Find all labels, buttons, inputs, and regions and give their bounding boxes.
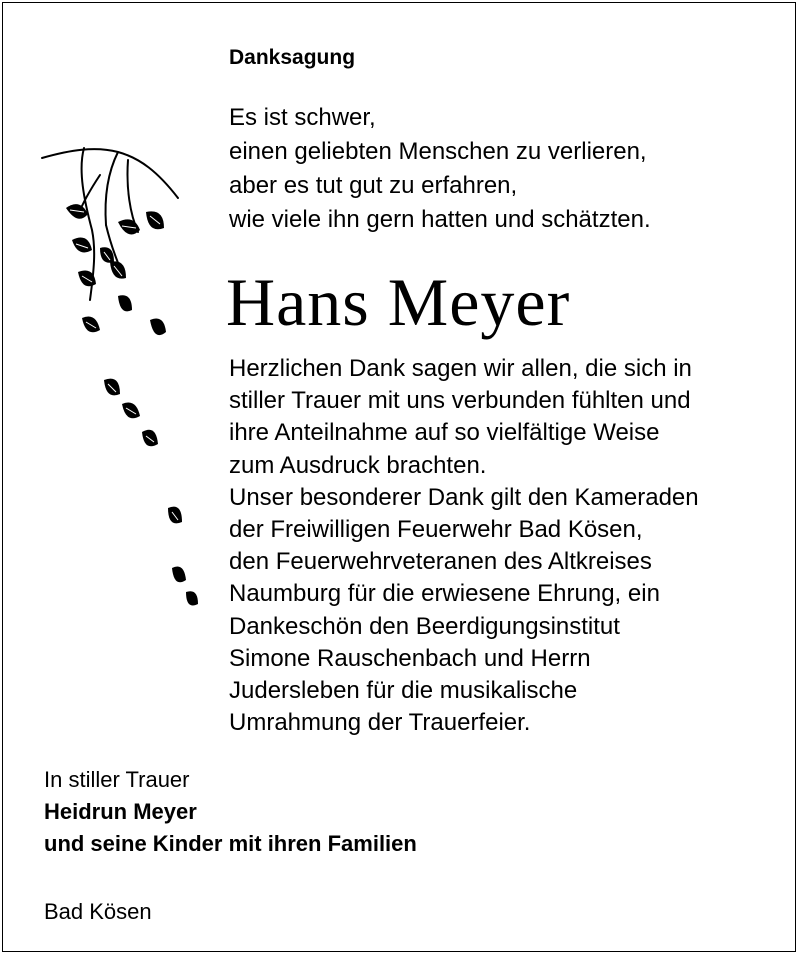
body-line: stiller Trauer mit uns verbunden fühlten und [229,387,691,415]
body-line: Umrahmung der Trauerfeier. [229,709,531,737]
notice-heading: Danksagung [229,46,356,69]
signoff [44,764,417,860]
signoff-family: und seine Kinder mit ihren Familien [44,831,417,856]
body-line: ihre Anteilnahme auf so vielfältige Weise [229,419,660,447]
body-line: Judersleben für die musikalische [229,677,578,705]
body-line: Dankeschön den Beerdigungsinstitut [229,612,620,640]
body-line: Unser besonderer Dank gilt den Kameraden [229,483,699,511]
body-line: Naumburg für die erwiesene Ehrung, ein [229,580,660,608]
birch-branch-leaves-icon [0,0,240,640]
place-name: Bad Kösen [44,899,152,924]
deceased-name: Hans Meyer [226,264,571,340]
body-line: zum Ausdruck brachten. [229,451,487,479]
signoff-intro: In stiller Trauer [44,767,190,792]
body-line: der Freiwilligen Feuerwehr Bad Kösen, [229,516,643,544]
body-line: Herzlichen Dank sagen wir allen, die sich in [229,355,692,382]
thanks-text [229,353,699,739]
verse-line: aber es tut gut zu erfahren, [229,172,518,199]
signoff-widow: Heidrun Meyer [44,799,197,824]
verse-line: wie viele ihn gern hatten und schätzten. [229,206,651,233]
body-line: Simone Rauschenbach und Herrn [229,644,591,672]
verse-line: einen geliebten Menschen zu verlieren, [229,138,647,165]
body-line: den Feuerwehrveteranen des Altkreises [229,548,652,576]
verse [229,101,651,237]
verse-line: Es ist schwer, [229,104,376,131]
